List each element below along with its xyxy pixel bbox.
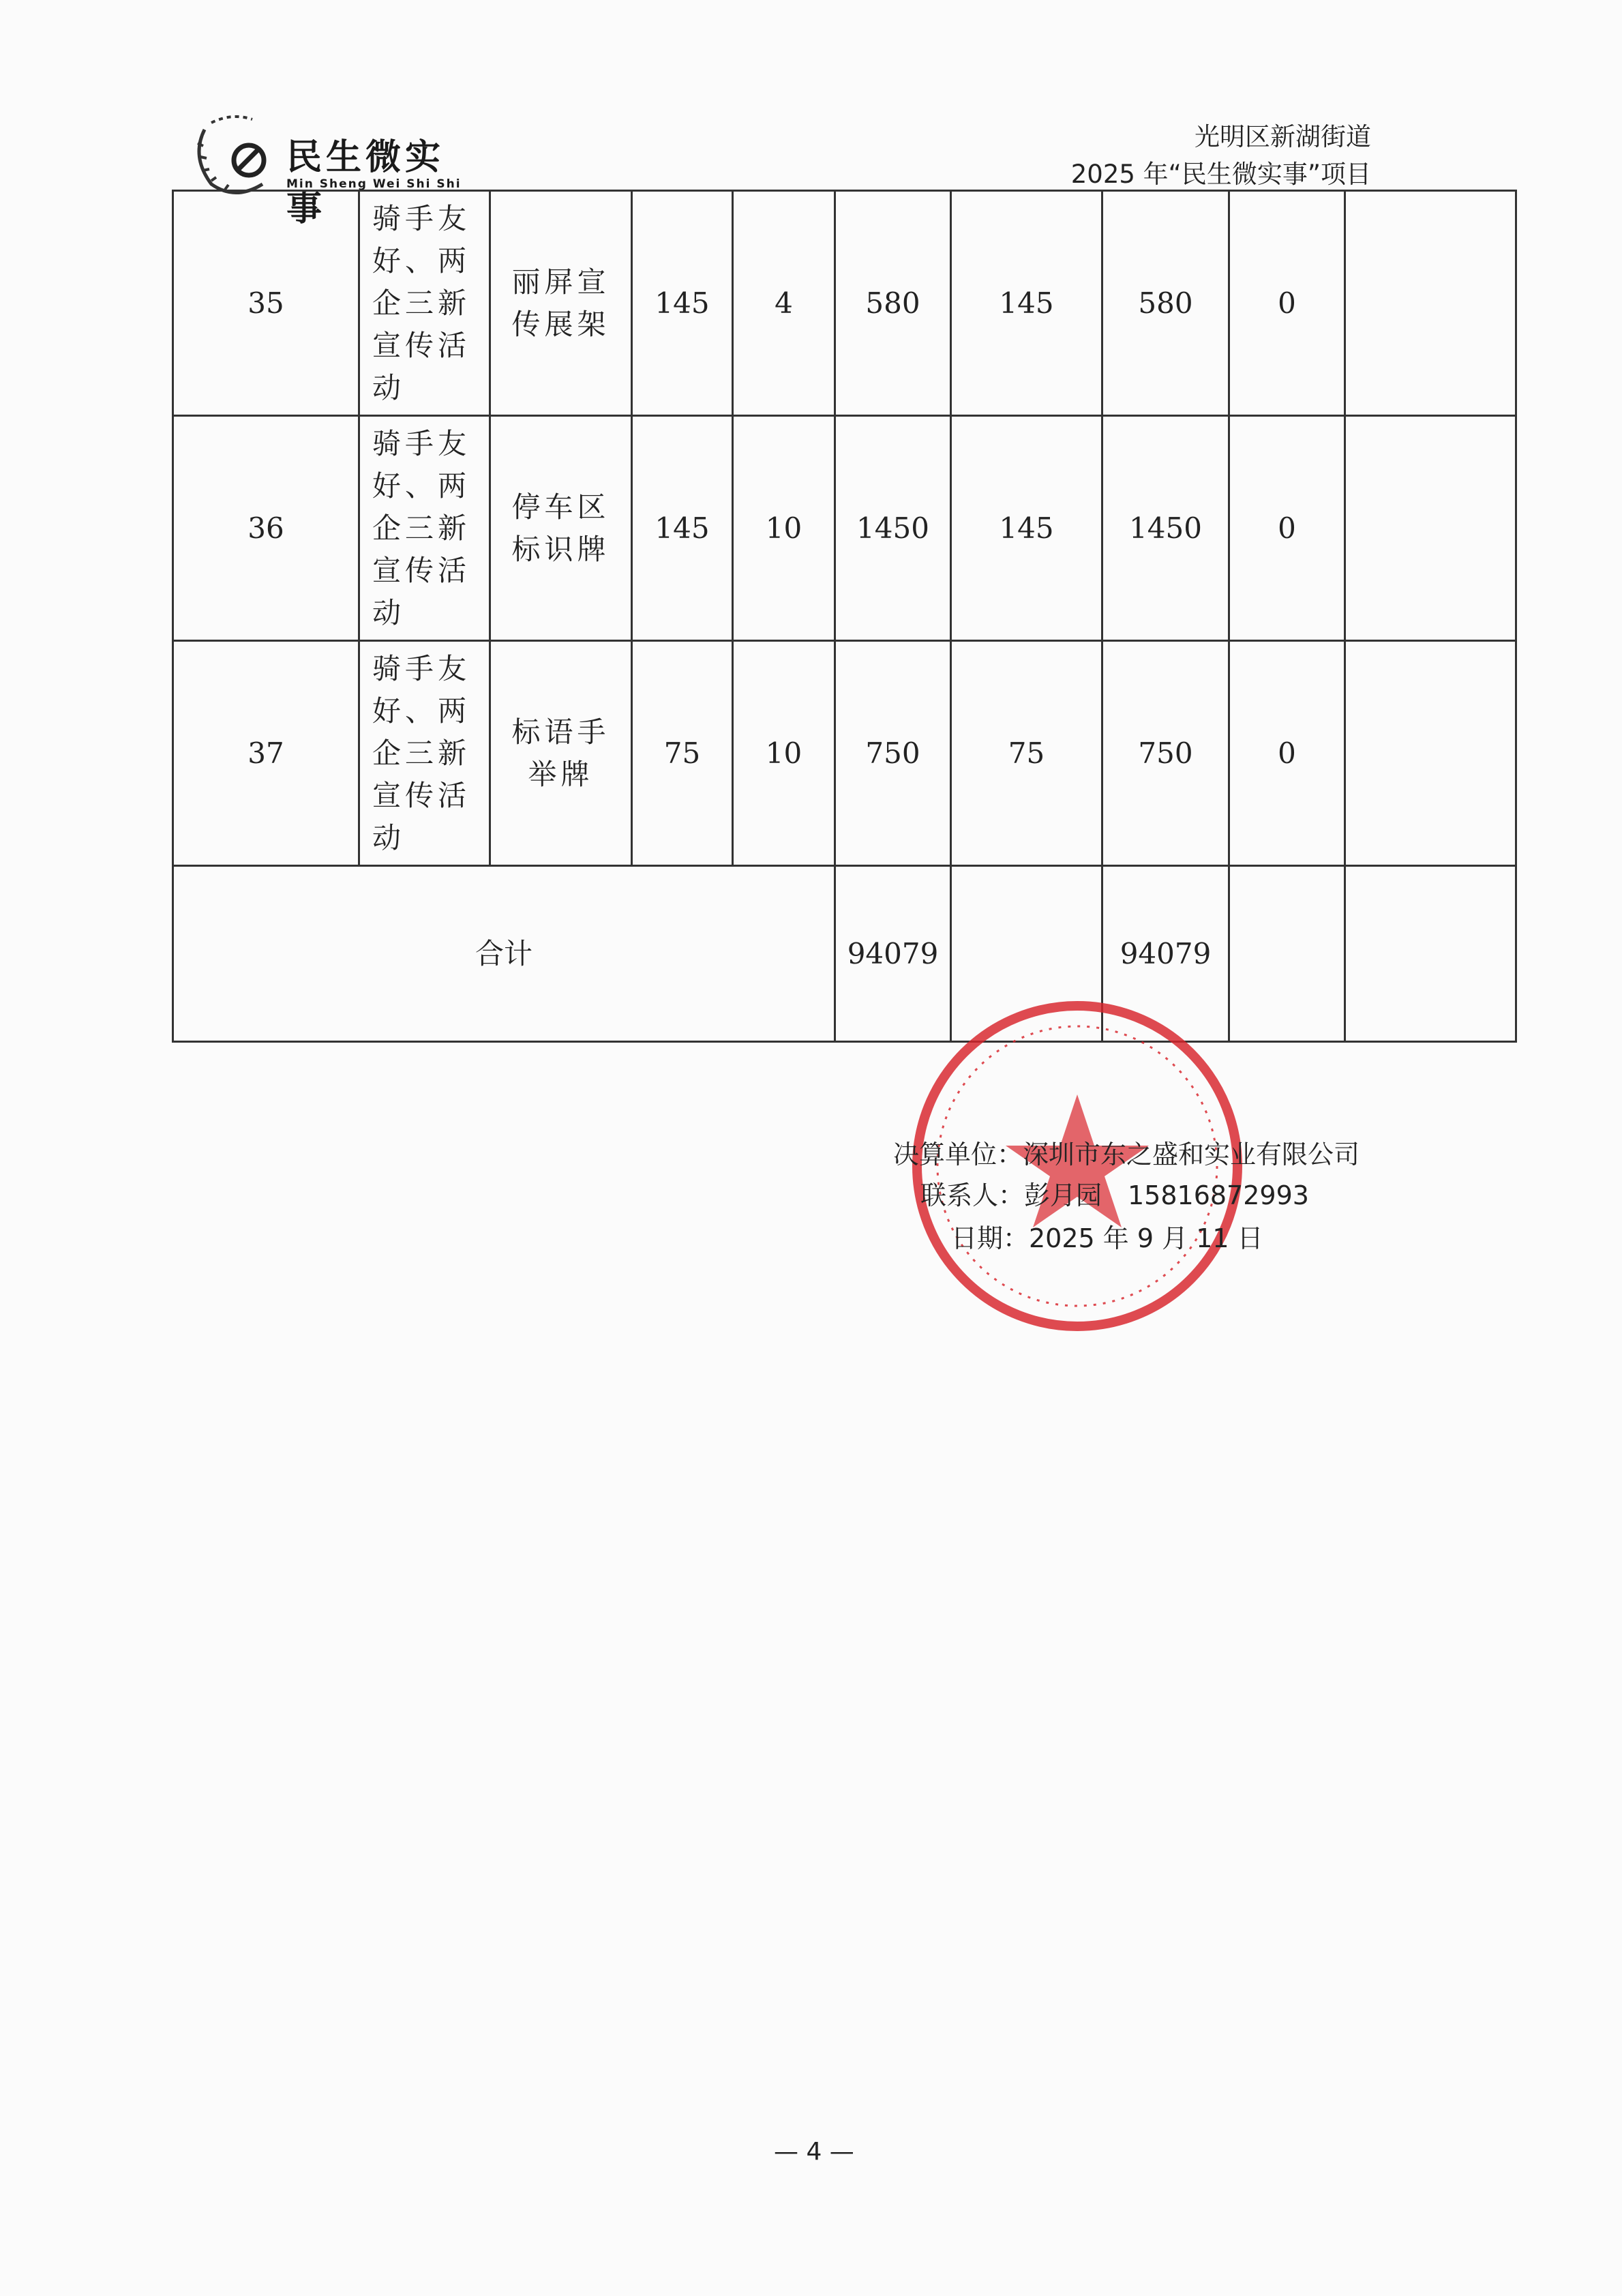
final-unit-price: 75 [951,641,1102,866]
unit-price: 145 [632,416,733,641]
item-name-cell [490,191,632,416]
project-name-cell [359,191,490,416]
difference: 0 [1229,641,1345,866]
note [1345,641,1516,866]
final-unit-price: 145 [951,191,1102,416]
quantity: 10 [733,416,835,641]
item-name-line: 举牌 [528,757,594,791]
difference: 0 [1229,416,1345,641]
total-amount: 94079 [835,866,951,1042]
amount: 580 [835,191,951,416]
settlement-date: 日期：2025 年 9 月 11 日 [951,1223,1263,1253]
final-unit-price: 145 [951,416,1102,641]
row-number: 37 [173,641,359,866]
contact-person: 联系人：彭月园 15816872993 [920,1180,1309,1210]
project-name-line: 好、两 [372,243,471,278]
project-name-line: 动 [372,820,406,854]
project-name-line: 宣传活 [372,553,471,587]
row-number: 35 [173,191,359,416]
header-district: 光明区新湖街道 [1195,122,1371,151]
item-name-line: 标语手 [511,715,610,749]
project-name-cell [359,641,490,866]
project-name-line: 动 [372,595,406,629]
unit-price: 75 [632,641,733,866]
item-name-cell [490,641,632,866]
logo-title: 民生微实事 [286,137,445,229]
amount: 1450 [835,416,951,641]
table-row [173,641,1516,866]
project-name-line: 企三新 [372,511,471,545]
note [1345,191,1516,416]
unit-price: 145 [632,191,733,416]
project-name-line: 好、两 [372,468,471,503]
project-name-line: 企三新 [372,286,471,320]
item-name-line: 传展架 [511,307,610,341]
logo-subtitle: Min Sheng Wei Shi Shi [286,177,462,191]
project-name-line: 企三新 [372,736,471,770]
amount: 750 [835,641,951,866]
budget-table [172,190,1517,1043]
final-amount: 1450 [1102,416,1229,641]
item-name-line: 标识牌 [511,532,610,566]
page-number: — 4 — [774,2138,854,2166]
project-name-line: 骑手友 [372,201,471,235]
row-number: 36 [173,416,359,641]
item-name-line: 停车区 [511,490,610,524]
final-amount: 750 [1102,641,1229,866]
item-name-line: 丽屏宣 [511,265,610,299]
settlement-unit: 决算单位：深圳市东之盛和实业有限公司 [893,1139,1360,1169]
project-name-line: 骑手友 [372,651,471,685]
quantity: 10 [733,641,835,866]
project-name-line: 好、两 [372,694,471,728]
project-name-line: 宣传活 [372,778,471,812]
difference: 0 [1229,191,1345,416]
project-name-cell [359,416,490,641]
total-final-amount: 94079 [1102,866,1229,1042]
project-name-line: 骑手友 [372,426,471,460]
header-project: 2025 年“民生微实事”项目 [1070,160,1371,189]
project-name-line: 动 [372,370,406,404]
table-row [173,416,1516,641]
total-empty-cell [1345,866,1516,1042]
total-label: 合计 [173,866,835,1042]
project-name-line: 宣传活 [372,328,471,362]
item-name-cell [490,416,632,641]
total-row [173,866,1516,1042]
quantity: 4 [733,191,835,416]
note [1345,416,1516,641]
table-row [173,191,1516,416]
final-amount: 580 [1102,191,1229,416]
